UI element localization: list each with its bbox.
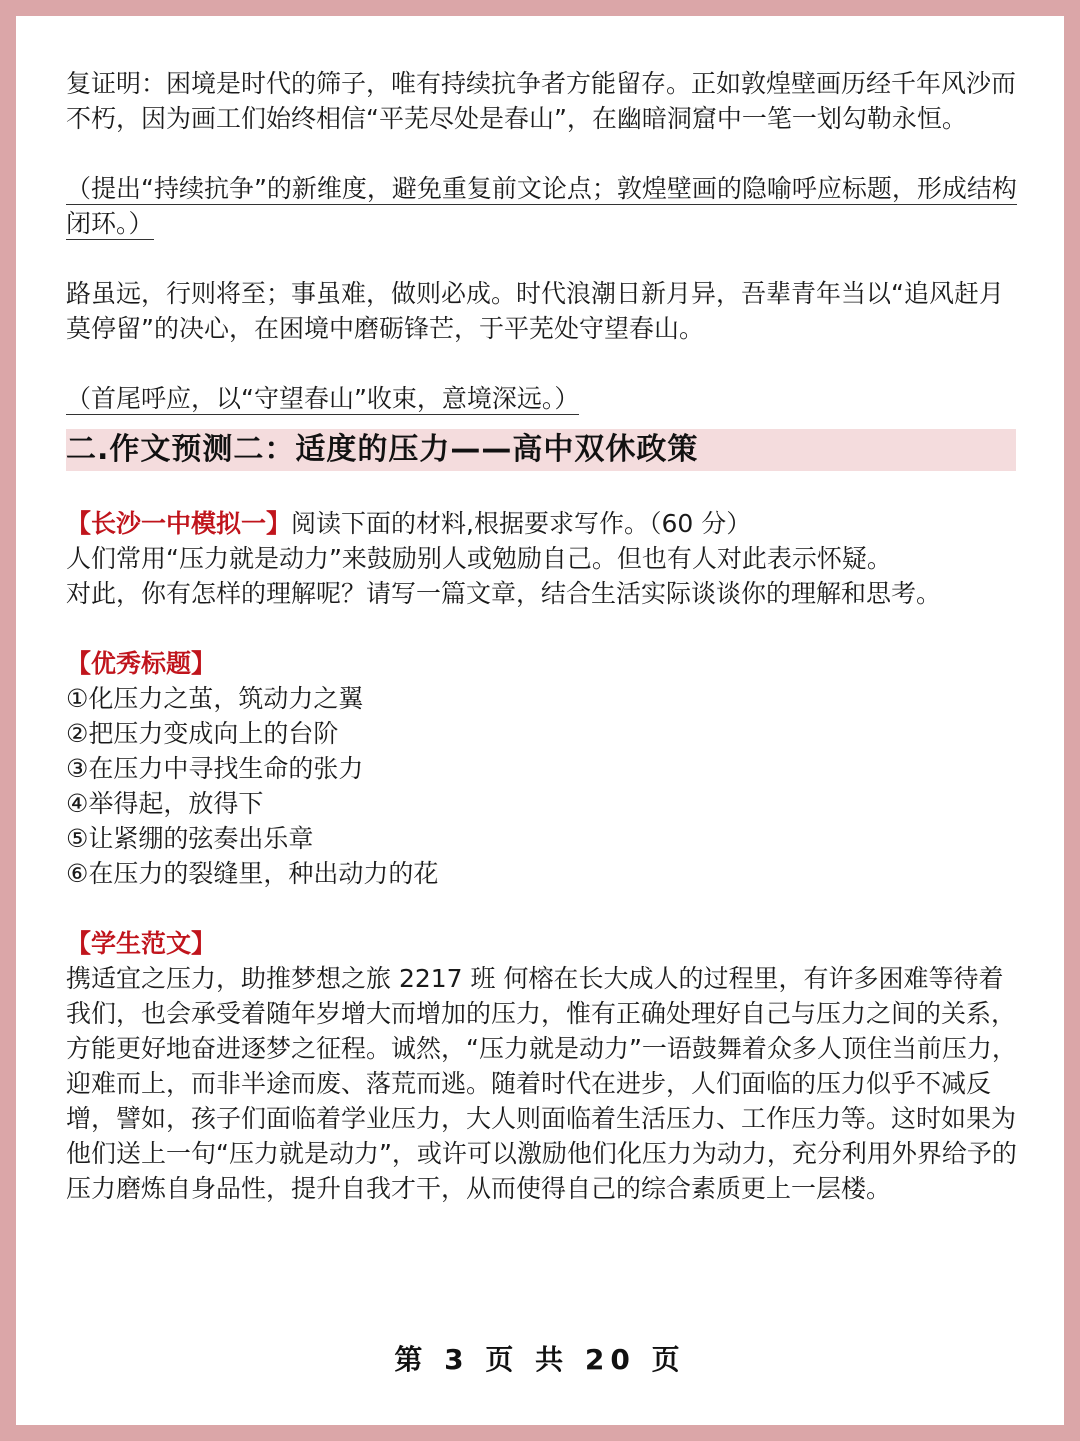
prompt-source-tag: 【长沙一中模拟一】 xyxy=(66,509,292,538)
title-item-4: ④举得起，放得下 xyxy=(66,789,264,818)
prompt-line-3: 对此，你有怎样的理解呢？请写一篇文章，结合生活实际谈谈你的理解和思考。 xyxy=(66,579,942,608)
intro-paragraph: 复证明：困境是时代的筛子，唯有持续抗争者方能留存。正如敦煌壁画历经千年风沙而不朽，因为画工们始终相信“平芜尽处是春山”，在幽暗洞窟中一笔一划勾勒永恒。 xyxy=(66,69,1017,133)
title-item-2: ②把压力变成向上的台阶 xyxy=(66,719,339,748)
prompt-line-1 xyxy=(66,506,1026,541)
page-number-footer: 第 3 页 共 20 页 xyxy=(394,1343,686,1376)
titles-tag: 【优秀标题】 xyxy=(66,649,217,678)
annotation-note-1 xyxy=(66,171,1026,241)
conclusion-paragraph: 路虽远，行则将至；事虽难，做则必成。时代浪潮日新月异，吾辈青年当以“追风赶月莫停留”的决心，在困境中磨砺锋芒，于平芜处守望春山。 xyxy=(66,279,1004,343)
essay-body: 携适宜之压力，助推梦想之旅 2217 班 何榕在长大成人的过程里，有许多困难等待着我们，也会承受着随年岁增大而增加的压力，惟有正确处理好自己与压力之间的关系，方能更好地奋进逐梦之征程。诚然，“压力就是动力”一语鼓舞着众多人顶住当前压力，迎难而上，而非半途而废、落荒而逃。随着时代在进步，人们面临的压力似乎不减反增，譬如，孩子们面临着学业压力，大人则面临着生活压力、工作压力等。这时如果为他们送上一句“压力就是动力”，或许可以激励他们化压力为动力，充分利用外界给予的压力磨炼自身品性，提升自我才干，从而使得自己的综合素质更上一层楼。 xyxy=(66,964,1017,1203)
annotation-note-2 xyxy=(66,381,1026,416)
section-heading: 二.作文预测二：适度的压力——高中双休政策 xyxy=(66,429,1016,471)
prompt-instruction: 阅读下面的材料,根据要求写作。（60 分） xyxy=(291,509,752,538)
annotation-note-1-text: （提出“持续抗争”的新维度，避免重复前文论点；敦煌壁画的隐喻呼应标题，形成结构闭环。） xyxy=(66,174,1017,238)
page-content xyxy=(66,66,1026,1206)
essay-tag: 【学生范文】 xyxy=(66,929,217,958)
prompt-line-2: 人们常用“压力就是动力”来鼓励别人或勉励自己。但也有人对此表示怀疑。 xyxy=(66,544,892,573)
title-item-6: ⑥在压力的裂缝里，种出动力的花 xyxy=(66,859,439,888)
title-item-5: ⑤让紧绷的弦奏出乐章 xyxy=(66,824,314,853)
annotation-note-2-text: （首尾呼应，以“守望春山”收束，意境深远。） xyxy=(66,384,580,413)
title-item-1: ①化压力之茧，筑动力之翼 xyxy=(66,684,364,713)
title-item-3: ③在压力中寻找生命的张力 xyxy=(66,754,364,783)
